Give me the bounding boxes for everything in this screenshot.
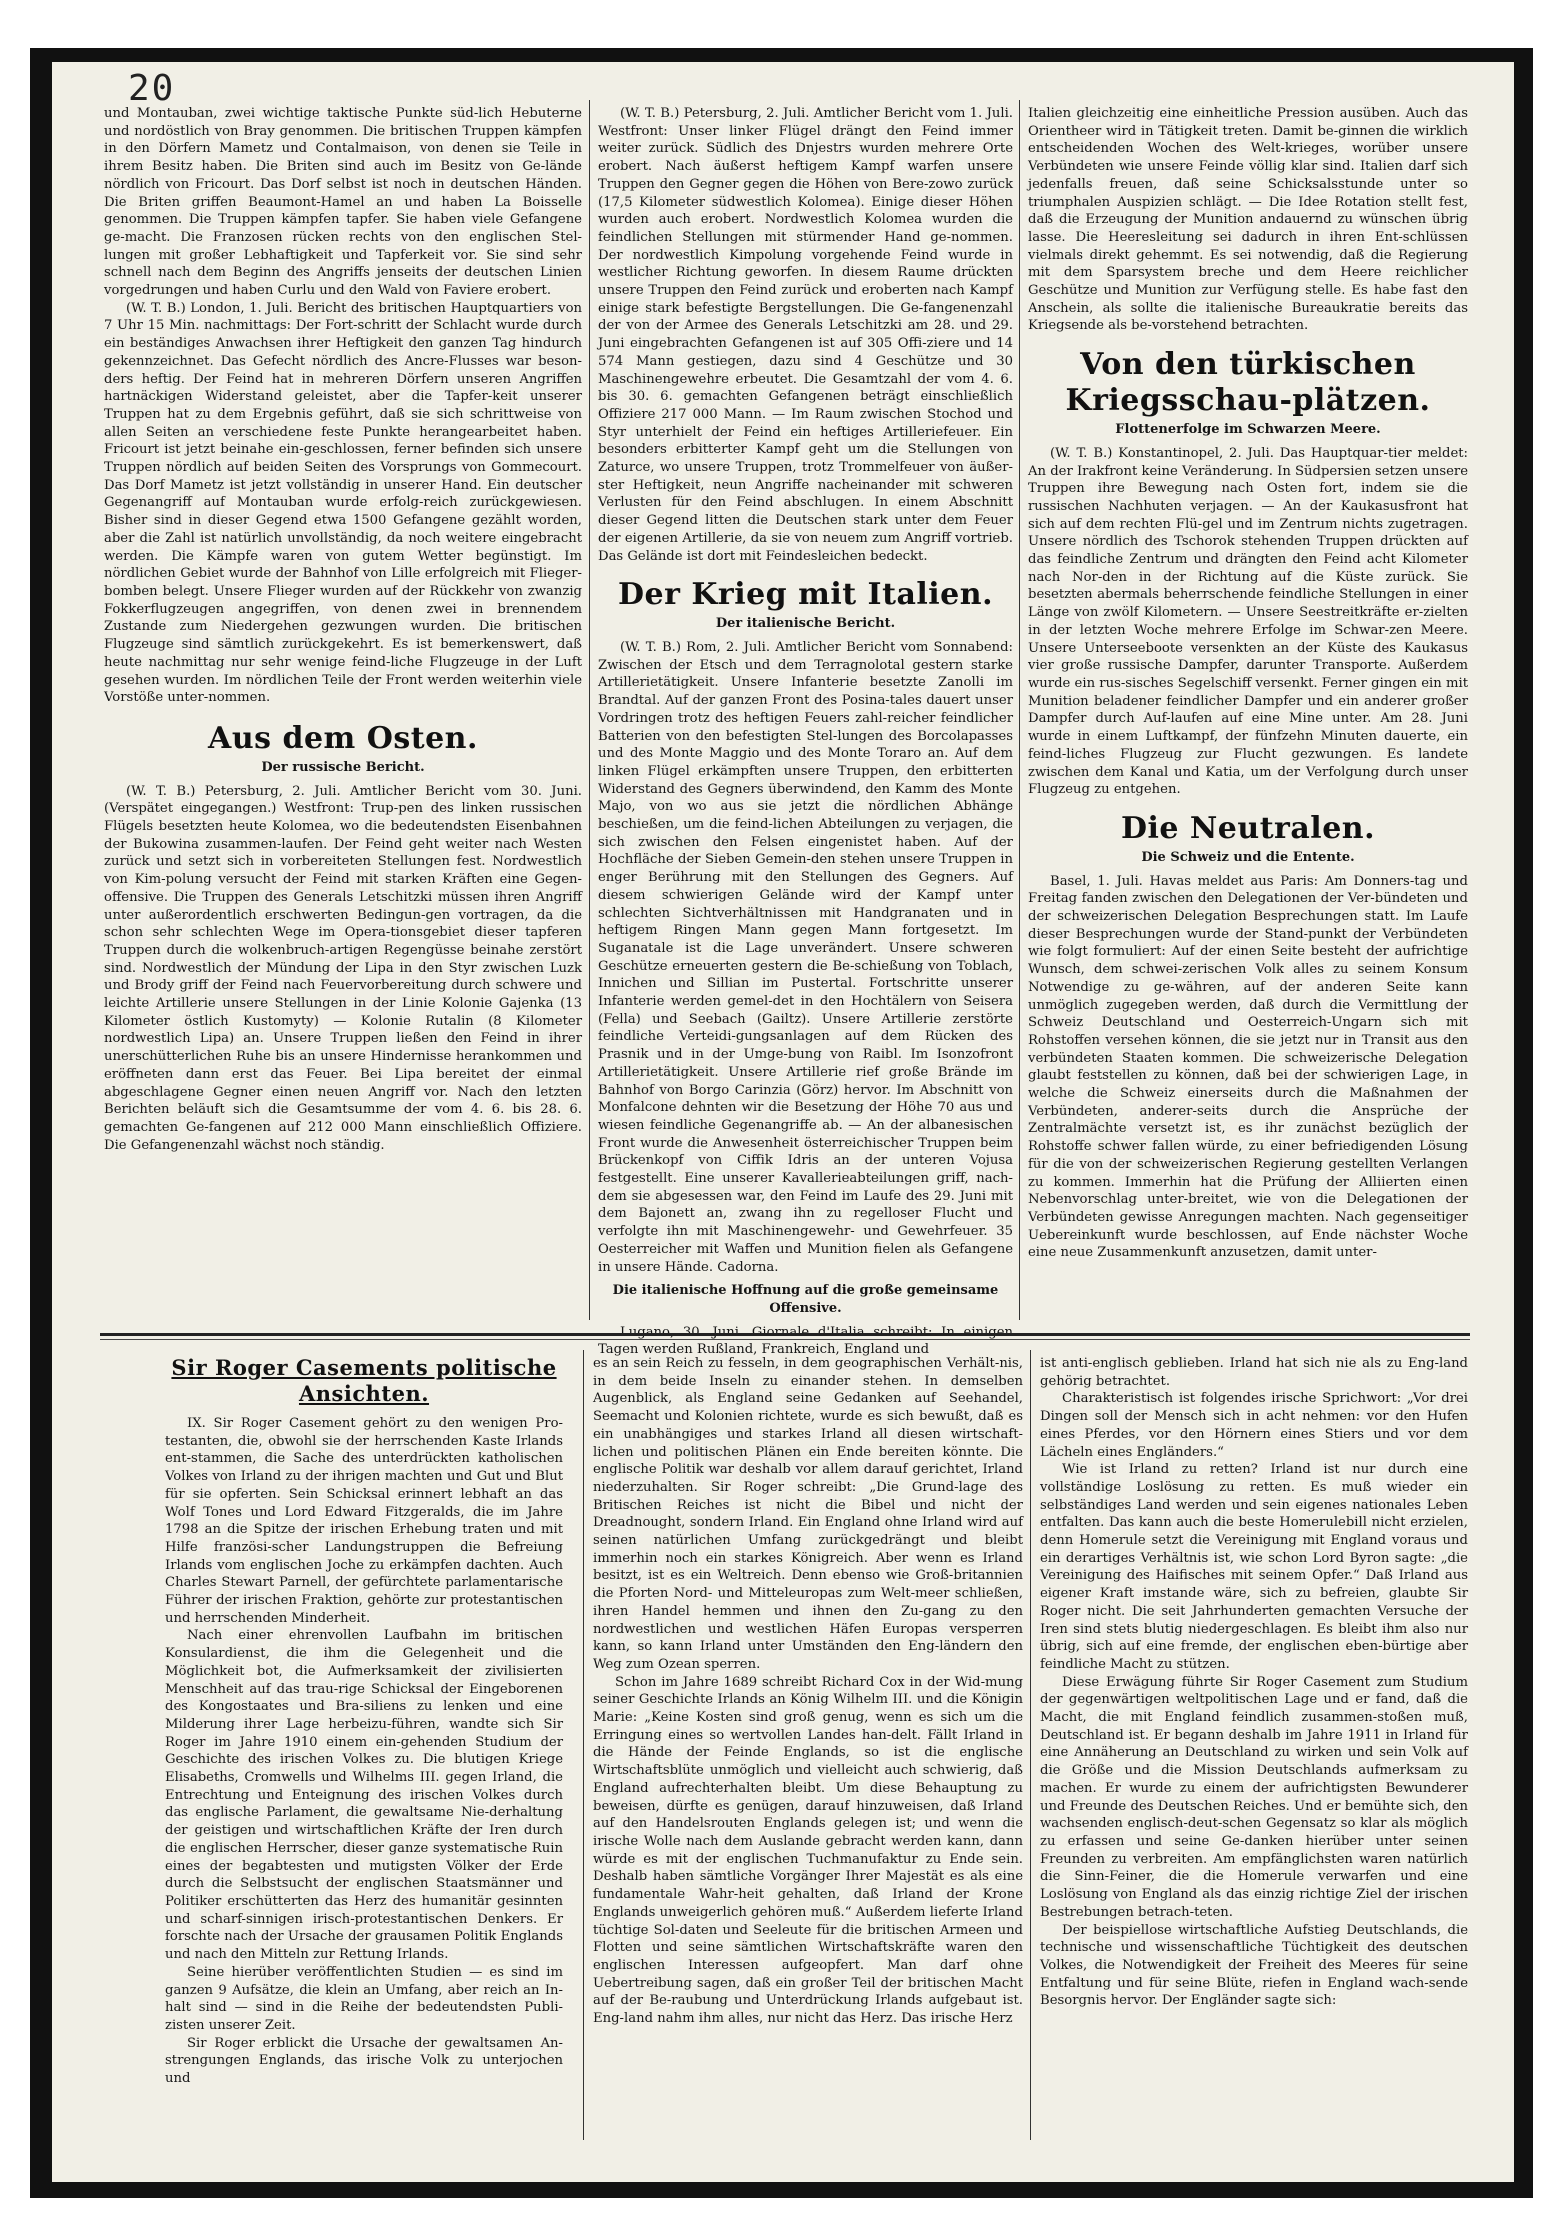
column-rule bbox=[589, 100, 590, 1320]
article-text: IX. Sir Roger Casement gehört zu den wenigen Pro-testanten, die, obwohl sie der herrschenden Kaste Irlands ent-stammen, die Sache des unterdrückten katholischen Volkes von Irland zu der ihrigen machten und Gut und Blut für sie opferten. Sein Schicksal erinnert lebhaft an das Wolf Tones und Lord Edward Fitzgeralds, die im Jahre 1798 an die Spitze der irischen Erhebung traten und mit Hilfe französi-scher Landungstruppen die Befreiung Irlands vom englischen Joche zu erkämpfen dachten. Auch Charles Stewart Parnell, der gefürchtete parlamentarische Führer der irischen Fraktion, gehörte zur protestantischen und herrschenden Minderheit. bbox=[165, 1416, 563, 1626]
article-text: Basel, 1. Juli. Havas meldet aus Paris: Am Donners-tag und Freitag fanden zwischen den Delegationen der Ver-bündeten und der schweizerischen Delegation Besprechungen statt. Im Laufe dieser Besprechungen wurde der Stand-punkt der Verbündeten wie folgt formuliert: Auf der einen Seite besteht der aufrichtige Wunsch, dem schwei-zerischen Volk alles zu seinem Konsum Notwendige zu ge-währen, auf der anderen Seite kann unmöglich zugegeben werden, daß durch die Vermittlung der Schweiz Deutschland und Oesterreich-Ungarn sich mit Rohstoffen versehen können, die sie jetzt nur in Transit aus den verbündeten Staaten kommen. Die schweizerische Delegation glaubt feststellen zu können, daß bei der schwierigen Lage, in welche die Schweiz einerseits durch die Maßnahmen der Verbündeten, anderer-seits durch die Ansprüche der Zentralmächte versetzt ist, es ihr zunächst bezüglich der Rohstoffe schwer fallen würde, zu einer befriedigenden Lösung für die von der schweizerischen Regierung gestellten Verlangen zu kommen. Immerhin hat die Prüfung der Alliierten einen Nebenvorschlag unter-breitet, wie von die Delegationen der Verbündeten gewisse Anregungen machten. Nach gegenseitiger Uebereinkunft wurde beschlossen, auf Ende nächster Woche eine neue Zusammenkunft anzusetzen, damit unter- bbox=[1028, 873, 1468, 1261]
article-text: Seine hierüber veröffentlichten Studien — es sind im ganzen 9 Aufsätze, die klein an Umfang, aber reich an In-halt sind — sind in die Reihe der bedeutendsten Publi-zisten unserer Zeit. bbox=[165, 1964, 563, 2033]
article-text: Nach einer ehrenvollen Laufbahn im britischen Konsulardienst, die ihm die Gelegenheit und die Möglichkeit bot, die Aufmerksamkeit der zivilisierten Menschheit auf das trau-rige Schicksal der Eingeborenen des Kongostaates und Bra-siliens zu lenken und eine Milderung ihrer Lage herbeizu-führen, wandte sich Sir Roger im Jahre 1910 einem ein-gehenden Studium der Geschichte des irischen Volkes zu. Die blutigen Kriege Elisabeths, Cromwells und Wilhelms III. gegen Irland, die Entrechtung und Enteignung des irischen Volkes durch das englische Parlament, die gewaltsame Nie-derhaltung der geistigen und wirtschaftlichen Kräfte der Iren durch die englischen Herrscher, dieser ganze systematische Ruin eines der begabtesten und mutigsten Völker der Erde durch die Selbstsucht der englischen Staatsmänner und Politiker erschütterten das Herz des humanitär gesinnten und scharf-sinnigen irisch-protestantischen Denkers. Er forschte nach der Ursache der grausamen Politik Englands und nach den Mitteln zur Rettung Irlands. bbox=[165, 1628, 563, 1963]
section-heading: Aus dem Osten. bbox=[208, 720, 478, 756]
bottom-column-2 bbox=[593, 1355, 1023, 2145]
article-text: Italien gleichzeitig eine einheitliche Pression ausüben. Auch das Orientheer wird in Tätigkeit treten. Damit be-ginnen die wirklich entscheidenden Wochen des Welt-krieges, worüber unsere Verbündeten wie unsere Feinde völlig klar sind. Italien darf sich jedenfalls freuen, daß seine Schicksalsstunde unter so triumphalen Auspizien schlägt. — Die Idee Rotation stellt fest, daß die Erzeugung der Munition andauernd zu wünschen übrig lasse. Die Heeresleitung sei dadurch in ihren Ent-schlüssen vielmals direkt gehemmt. Es sei notwendig, daß die Regierung mit dem Sparsystem breche und dem Heere reichlicher Geschütze und Munition zur Verfügung stelle. Es habe fast den Anschein, als sollte die italienische Bureaukratie bereits das Kriegsende als be-vorstehend betrachten. bbox=[1028, 106, 1468, 334]
article-text: Schon im Jahre 1689 schreibt Richard Cox in der Wid-mung seiner Geschichte Irlands an König Wilhelm III. und die Königin Marie: „Keine Kosten sind groß genug, wenn es sich um die Erringung eines so wertvollen Landes han-delt. Fällt Irland in die Hände der Feinde Englands, so ist die englische Wirtschaftsblüte unmöglich und vielleicht auch schwierig, daß England aufrechterhalten bleibt. Um diese Behauptung zu beweisen, dürfte es genügen, darauf hinzuweisen, daß Irland auf den Handelsrouten Englands gelegen ist; und wenn die irische Wolle nach dem Auslande gebracht werden kann, dann würde es mit der englischen Tuchmanufaktur zu Ende sein. Deshalb haben sämtliche Vorgänger Ihrer Majestät es als eine fundamentale Wahr-heit gehalten, daß Irland der Krone Englands unweigerlich gehören muß.“ Außerdem lieferte Irland tüchtige Sol-daten und Seeleute für die britischen Armeen und Flotten und seine sämtlichen Wirtschaftskräfte waren den englischen Interessen aufgeopfert. Man darf ohne Uebertreibung sagen, daß ein großer Teil der britischen Macht auf der Be-raubung und Unterdrückung Irlands aufgebaut ist. Eng-land nahm ihm alles, nur nicht das Herz. Das irische Herz bbox=[593, 1674, 1023, 2027]
feuilleton-heading: Sir Roger Casements politische Ansichten. bbox=[171, 1355, 557, 1406]
article-text: (W. T. B.) Rom, 2. Juli. Amtlicher Bericht vom Sonnabend: Zwischen der Etsch und dem Terragnolotal gestern starke Artillerietätigkeit. Unsere Infanterie besetzte Zanolli im Brandtal. Auf der ganzen Front des Posina-tales dauert unser Vordringen trotz des heftigen Feuers zahl-reicher feindlicher Batterien von den befestigten Stel-lungen des Borcolapasses und des Monte Maggio und des Monte Toraro an. Auf dem linken Flügel erkämpften unsere Truppen, den erbitterten Widerstand des Gegners überwindend, den Kamm des Monte Majo, von wo aus sie jetzt die nördlichen Abhänge beschießen, um die feind-lichen Abteilungen zu verjagen, die sich zwischen den Felsen eingenistet haben. Auf der Hochfläche der Sieben Gemein-den stehen unsere Truppen in enger Berührung mit den Stellungen des Gegners. Auf diesem schwierigen Gelände wird der Kampf unter schlechten Sichtverhältnissen mit Handgranaten und in heftigem Ringen Mann gegen Mann fortgesetzt. Im Suganatale ist die Lage unverändert. Unsere schweren Geschütze erneuerten gestern die Be-schießung von Toblach, Innichen und Sillian im Pustertal. Fortschritte unserer Infanterie werden gemel-det in den Hochtälern von Seisera (Fella) und Seebach (Gailtz). Unsere Artillerie zerstörte feindliche Verteidi-gungsanlagen auf dem Rücken des Prasnik und in der Umge-bung von Raibl. Im Isonzofront Artillerietätigkeit. Unsere Artillerie rief große Brände im Bahnhof von Borgo Carinzia (Görz) hervor. Im Abschnitt von Monfalcone dehnten wir die Besetzung der Höhe 70 aus und wiesen feindliche Gegenangriffe ab. — An der albanesischen Front wurde die Anwesenheit österreichischer Truppen beim Brückenkopf von Ciffik Idris an der unteren Vojusa festgestellt. Eine unserer Kavallerieabteilungen griff, nach-dem sie abgesessen war, den Feind im Laufe des 29. Juni mit dem Bajonett an, zwang ihn zu regelloser Flucht und verfolgte ihn mit Maschinengewehr- und Gewehrfeuer. 35 Oesterreicher mit Waffen und Munition fielen als Gefangene in unsere Hände. Cadorna. bbox=[598, 639, 1013, 1275]
article-text: Der beispiellose wirtschaftliche Aufstieg Deutschlands, die technische und wissenschaftliche Tüchtigkeit des deutschen Volkes, die Notwendigkeit der Freiheit des Meeres für seine Entfaltung und für seine Blüte, riefen in England wach-sende Besorgnis hervor. Der Engländer sagte sich: bbox=[1040, 1922, 1468, 2009]
section-subheading: Der russische Bericht. bbox=[261, 759, 425, 775]
article-text: Charakteristisch ist folgendes irische Sprichwort: „Vor drei Dingen soll der Mensch sich in acht nehmen: vor den Hufen eines Pferdes, vor den Hörnern eines Stiers und vor dem Lächeln eines Engländers.“ bbox=[1040, 1391, 1468, 1460]
column-3 bbox=[1028, 105, 1468, 1330]
column-rule bbox=[1030, 1350, 1031, 2140]
article-text: (W. T. B.) Konstantinopel, 2. Juli. Das Hauptquar-tier meldet: An der Irakfront keine Veränderung. In Südpersien setzen unsere Truppen ihre Bewegung nach Osten fort, indem sie die russischen Nachhuten verjagen. — An der Kaukasusfront hat sich auf dem rechten Flü-gel und im Zentrum nichts zugetragen. Unsere nördlich des Tschorok stehenden Truppen drückten auf das feindliche Zentrum und drängten den Feind acht Kilometer nach Nor-den in der Richtung auf die Küste zurück. Sie besetzten abermals beherrschende feindliche Stellungen in einer Länge von zwölf Kilometern. — Unsere Seestreitkräfte er-zielten in der letzten Woche mehrere Erfolge im Schwar-zen Meere. Unsere Unterseeboote versenkten an der Küste des Kaukasus vier große russische Dampfer, darunter Transporte. Außerdem wurde ein rus-sisches Segelschiff versenkt. Ferner gingen ein mit Munition beladener feindlicher Dampfer und ein anderer großer Dampfer durch Auf-laufen auf eine Mine unter. Am 28. Juni wurde in einem Luftkampf, der fünfzehn Minuten dauerte, ein feind-liches Flugzeug zur Flucht gezwungen. Es landete zwischen dem Kanal und Katia, um der Verfolgung durch unser Flugzeug zu entgehen. bbox=[1028, 445, 1468, 798]
article-text: es an sein Reich zu fesseln, in dem geographischen Verhält-nis, in dem beide Inseln zu einander stehen. In demselben Augenblick, als England seine Gedanken auf Seehandel, Seemacht und Kolonien richtete, wurde es sich bewußt, daß es ein unabhängiges und starkes Irland all diesen wirtschaft-lichen und politischen Plänen ein Ende bereiten könnte. Die englische Politik war deshalb vor allem darauf gerichtet, Irland niederzuhalten. Sir Roger schreibt: „Die Grund-lage des Britischen Reiches ist nicht die Bibel und nicht der Dreadnought, sondern Irland. Ein England ohne Irland wird auf seinen natürlichen Umfang zurückgedrängt und bleibt immerhin noch ein starkes Königreich. Aber wenn es Irland besitzt, ist es ein Weltreich. Denn ebenso wie Groß-britannien die Pforten Nord- und Mitteleuropas zum Welt-meer schließen, ihren Handel hemmen und ihnen den Zu-gang zu den nordwestlichen und westlichen Häfen Europas versperren kann, so kann Irland unter Umständen den Eng-ländern den Weg zum Ozean sperren. bbox=[593, 1356, 1023, 1672]
bottom-column-3 bbox=[1040, 1355, 1468, 2145]
section-subheading: Flottenerfolge im Schwarzen Meere. bbox=[1115, 422, 1381, 438]
section-subheading: Die Schweiz und die Entente. bbox=[1141, 849, 1355, 865]
article-text: und Montauban, zwei wichtige taktische Punkte süd-lich Hebuterne und nordöstlich von Bray genommen. Die britischen Truppen kämpfen in den Dörfern Mametz und Contalmaison, von denen sie Teile in ihrem Besitz haben. Die Briten sind auch im Besitz von Ge-lände nördlich von Fricourt. Das Dorf selbst ist noch in deutschen Händen. Die Briten griffen Beaumont-Hamel an und haben La Boisselle genommen. Die Truppen kämpfen tapfer. Sie haben viele Gefangene ge-macht. Die Franzosen rücken rechts von den englischen Stel-lungen mit großer Lebhaftigkeit und Tapferkeit vor. Sie sind sehr schnell nach dem Beginn des Angriffs jenseits der deutschen Linien vorgedrungen und haben Curlu und den Wald von Faviere erobert. bbox=[104, 106, 582, 299]
article-text: Wie ist Irland zu retten? Irland ist nur durch eine vollständige Loslösung zu retten. Es muß wieder ein selbständiges Land werden und sein eigenes nationales Leben entfalten. Das kann auch die beste Homerulebill nicht erzielen, denn Homerule setzt die Vereinigung mit England voraus und ein derartiges Verhältnis ist, wie schon Lord Byron sagte: „die Vereinigung des Haifisches mit seinem Opfer.“ Daß Irland aus eigener Kraft imstande wäre, sich zu befreien, glaubte Sir Roger nicht. Die seit Jahrhunderten gemachten Versuche der Iren sind stets blutig niedergeschlagen. Es bleibt ihm also nur übrig, sich auf eine fremde, der englischen eben-bürtige aber feindliche Macht zu stützen. bbox=[1040, 1462, 1468, 1672]
article-text: (W. T. B.) London, 1. Juli. Bericht des britischen Hauptquartiers von 7 Uhr 15 Min. nachmittags: Der Fort-schritt der Schlacht wurde durch ein beständiges Anwachsen ihrer Heftigkeit den ganzen Tag hindurch gekennzeichnet. Das Gefecht nördlich des Ancre-Flusses war beson-ders heftig. Der Feind hat in mehreren Dörfern unseren Angriffen hartnäckigen Widerstand geleistet, aber die Tapfer-keit unserer Truppen hat zu dem Ergebnis geführt, daß sie sich schrittweise von allen Seiten an verschiedene feste Punkte herangearbeitet haben. Fricourt ist jetzt beinahe ein-geschlossen, ferner befinden sich unsere Truppen nördlich auf beiden Seiten des Vorsprungs von Gommecourt. Das Dorf Mametz ist jetzt vollständig in unserer Hand. Ein deutscher Gegenangriff auf Montauban wurde erfolg-reich zurückgewiesen. Bisher sind in dieser Gegend etwa 1500 Gefangene gezählt worden, aber die Zahl ist natürlich unvollständig, da noch weitere eingebracht werden. Die Kämpfe waren von gutem Wetter begünstigt. Im nördlichen Gebiet wurde der Bahnhof von Lille erfolgreich mit Flieger-bomben belegt. Unsere Flieger wurden auf der Rückkehr von zwanzig Fokkerflugzeugen angegriffen, von denen zwei in brennendem Zustande zum Niedergehen gezwungen wurden. Die britischen Flugzeuge sind sämtlich zurückgekehrt. Es ist bemerkenswert, daß heute nachmittag nur sehr wenige feind-liche Flugzeuge in der Luft gesehen wurden. Im nördlichen Teile der Front werden weiterhin viele Vorstöße unter-nommen. bbox=[104, 300, 582, 706]
article-text: ist anti-englisch geblieben. Irland hat sich nie als zu Eng-land gehörig betrachtet. bbox=[1040, 1356, 1468, 1389]
article-text: (W. T. B.) Petersburg, 2. Juli. Amtlicher Bericht vom 30. Juni. (Verspätet eingegangen.) Westfront: Trup-pen des linken russischen Flügels besetzten heute Kolomea, wo die bedeutendsten Eisenbahnen der Bukowina zusammen-laufen. Der Feind geht weiter nach Westen zurück und setzt sich in vorbereiteten Stellungen fest. Nordwestlich von Kim-polung versucht der Feind mit starken Kräften eine Gegen-offensive. Die Truppen des Generals Letschitzki müssen ihren Angriff unter außerordentlich erschwerten Bedingun-gen vortragen, da die schon sehr schlechten Wege im Opera-tionsgebiet dieser tapferen Truppen durch die wolkenbruch-artigen Regengüsse beinahe zerstört sind. Nordwestlich der Mündung der Lipa in den Styr zwischen Luzk und Brody griff der Feind nach Feuervorbereitung durch schwere und leichte Artillerie unsere Stellungen in der Linie Kolonie Gajenka (13 Kilometer östlich Kustomyty) — Kolonie Rutalin (8 Kilometer nordwestlich Lipa) an. Unsere Truppen ließen den Feind in ihrer unerschütterlichen Ruhe bis an unsere Hindernisse herankommen und eröffneten dann erst das Feuer. Bei Lipa bereitet der einmal abgeschlagene Gegner einen neuen Angriff vor. Nach den letzten Berichten beläuft sich die Gesamtsumme der vom 4. 6. bis 28. 6. gemachten Ge-fangenen auf 212 000 Mann einschließlich Offiziere. Die Gefangenenzahl wächst noch ständig. bbox=[104, 783, 582, 1153]
column-1 bbox=[104, 105, 582, 1330]
article-text: Sir Roger erblickt die Ursache der gewaltsamen An-strengungen Englands, das irische Volk zu unterjochen und bbox=[165, 2035, 563, 2087]
section-heading: Von den türkischen Kriegsschau-plätzen. bbox=[1065, 347, 1431, 419]
section-divider-thin bbox=[100, 1339, 1470, 1340]
section-divider bbox=[100, 1333, 1470, 1336]
column-rule bbox=[1019, 100, 1020, 1320]
section-heading: Die Neutralen. bbox=[1120, 810, 1376, 846]
column-rule bbox=[583, 1350, 584, 2140]
section-subheading: Der italienische Bericht. bbox=[715, 616, 896, 632]
article-text: Diese Erwägung führte Sir Roger Casement zum Studium der gegenwärtigen weltpolitischen Lage und er fand, daß die Macht, die mit England feindlich zusammen-stoßen muß, Deutschland ist. Er begann deshalb im Jahre 1911 in Irland für eine Annäherung an Deutschland zu wirken und sein Volk auf die Größe und die Mission Deutschlands aufmerksam zu machen. Er wurde zu einem der aufrichtigsten Bewunderer und Freunde des Deutschen Reiches. Und er bemühte sich, den wachsenden englisch-deut-schen Gegensatz so klar als möglich zu erfassen und seine Ge-danken hierüber unter seinen Freunden zu verbreiten. Am empfänglichsten waren natürlich die Sinn-Feiner, die die Homerule verwarfen und eine Loslösung von England als das einzig richtige Ziel der irischen Bestrebungen betrach-teten. bbox=[1040, 1674, 1468, 1920]
article-text: Tagen werden Rußland, Frankreich, England und bbox=[598, 1342, 930, 1358]
section-heading: Der Krieg mit Italien. bbox=[617, 577, 994, 613]
section-subheading: Die italienische Hoffnung auf die große gemeinsame Offensive. bbox=[612, 1283, 999, 1316]
column-2 bbox=[598, 105, 1013, 1358]
bottom-column-1 bbox=[165, 1355, 563, 2145]
article-text: (W. T. B.) Petersburg, 2. Juli. Amtlicher Bericht vom 1. Juli. Westfront: Unser linker Flügel drängt den Feind immer weiter zurück. Südlich des Dnjestrs wurden mehrere Orte erobert. Nach äußerst heftigem Kampf warfen unsere Truppen den Gegner gegen die Höhen von Bere-zowo zurück (17,5 Kilometer südwestlich Kolomea). Einige dieser Höhen wurden auch erobert. Nordwestlich Kolomea wurden die feindlichen Stellungen mit stürmender Hand ge-nommen. Der nordwestlich Kimpolung vorgehende Feind wurde in westlicher Richtung geworfen. In diesem Raume drückten unsere Truppen den Feind zurück und eroberten nach Kampf einige stark befestigte Bergstellungen. Die Ge-fangenenzahl der von der Armee des Generals Letschitzki am 28. und 29. Juni eingebrachten Gefangenen ist auf 305 Offi-ziere und 14 574 Mann gestiegen, dazu sind 4 Geschütze und 30 Maschinengewehre erbeutet. Die Gesamtzahl der vom 4. 6. bis 30. 6. gemachten Gefangenen beträgt einschließlich Offiziere 217 000 Mann. — Im Raum zwischen Stochod und Styr unterhielt der Feind ein heftiges Artilleriefeuer. Ein besonders erbitterter Kampf geht um die Stellungen von Zaturce, wo unsere Truppen, trotz Trommelfeuer von äußer-ster Heftigkeit, neun Angriffe nacheinander mit schweren Verlusten für den Feind abschlugen. In einem Abschnitt dieser Gegend litten die Deutschen stark unter dem Feuer der eigenen Artillerie, da sie von neuem zum Angriff vortrieb. Das Gelände ist dort mit Feindesleichen bedeckt. bbox=[598, 106, 1013, 564]
page-number: 20 bbox=[128, 68, 176, 109]
